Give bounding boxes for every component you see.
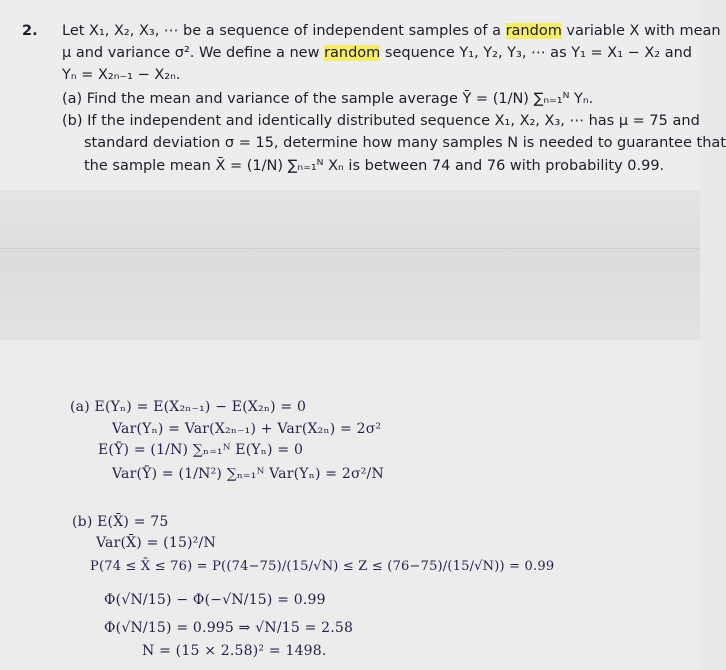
problem-line-6: standard deviation σ = 15, determine how many samples N is needed to guarantee that [84,135,726,151]
problem-line-2-end: sequence Y₁, Y₂, Y₃, ⋯ as Y₁ = X₁ − X₂ and [380,45,693,61]
solution-a-line-3: E(Ȳ) = (1/N) ∑ₙ₌₁ᴺ E(Yₙ) = 0 [98,442,304,458]
problem-part-a: (a) Find the mean and variance of the sample average Ȳ = (1/N) ∑ₙ₌₁ᴺ Yₙ. [62,91,594,107]
solution-b-line-4: Φ(√N/15) − Φ(−√N/15) = 0.99 [104,592,326,608]
separator-line [0,250,700,251]
solution-a-line-4: Var(Ȳ) = (1/N²) ∑ₙ₌₁ᴺ Var(Yₙ) = 2σ²/N [112,466,384,482]
problem-line-1 [62,22,721,40]
separator-line [0,248,700,249]
solution-b-line-6: N = (15 × 2.58)² = 1498. [142,643,327,659]
solution-b-line-5: Φ(√N/15) = 0.995 ⇒ √N/15 = 2.58 [104,620,354,636]
solution-a-line-1: (a) E(Yₙ) = E(X₂ₙ₋₁) − E(X₂ₙ) = 0 [70,399,307,415]
problem-line-1-start: Let X₁, X₂, X₃, ⋯ be a sequence of independent samples of a [62,23,506,39]
highlighted-word-random-2: random [324,45,381,61]
handwritten-solution [0,340,700,670]
problem-line-2 [62,44,692,62]
problem-line-3: Yₙ = X₂ₙ₋₁ − X₂ₙ. [62,67,181,83]
blank-separator-band [0,190,700,340]
problem-number: 2. [22,23,38,39]
problem-statement [0,0,726,190]
solution-b-line-1: (b) E(X̄) = 75 [72,514,169,530]
problem-line-7: the sample mean X̄ = (1/N) ∑ₙ₌₁ᴺ Xₙ is between 74 and 76 with probability 0.99. [84,158,665,174]
problem-line-2-start: μ and variance σ². We define a new [62,45,325,61]
problem-part-b: (b) If the independent and identically distributed sequence X₁, X₂, X₃, ⋯ has μ = 75 and [62,113,700,129]
solution-a-line-2: Var(Yₙ) = Var(X₂ₙ₋₁) + Var(X₂ₙ) = 2σ² [112,421,382,437]
solution-b-line-3: P(74 ≤ X̄ ≤ 76) = P((74−75)/(15/√N) ≤ Z ≤ (76−75)/(15/√N)) = 0.99 [90,559,555,574]
problem-line-1-end: variable X with mean [561,23,721,39]
solution-b-line-2: Var(X̄) = (15)²/N [96,535,216,551]
highlighted-word-random-1: random [505,23,562,39]
